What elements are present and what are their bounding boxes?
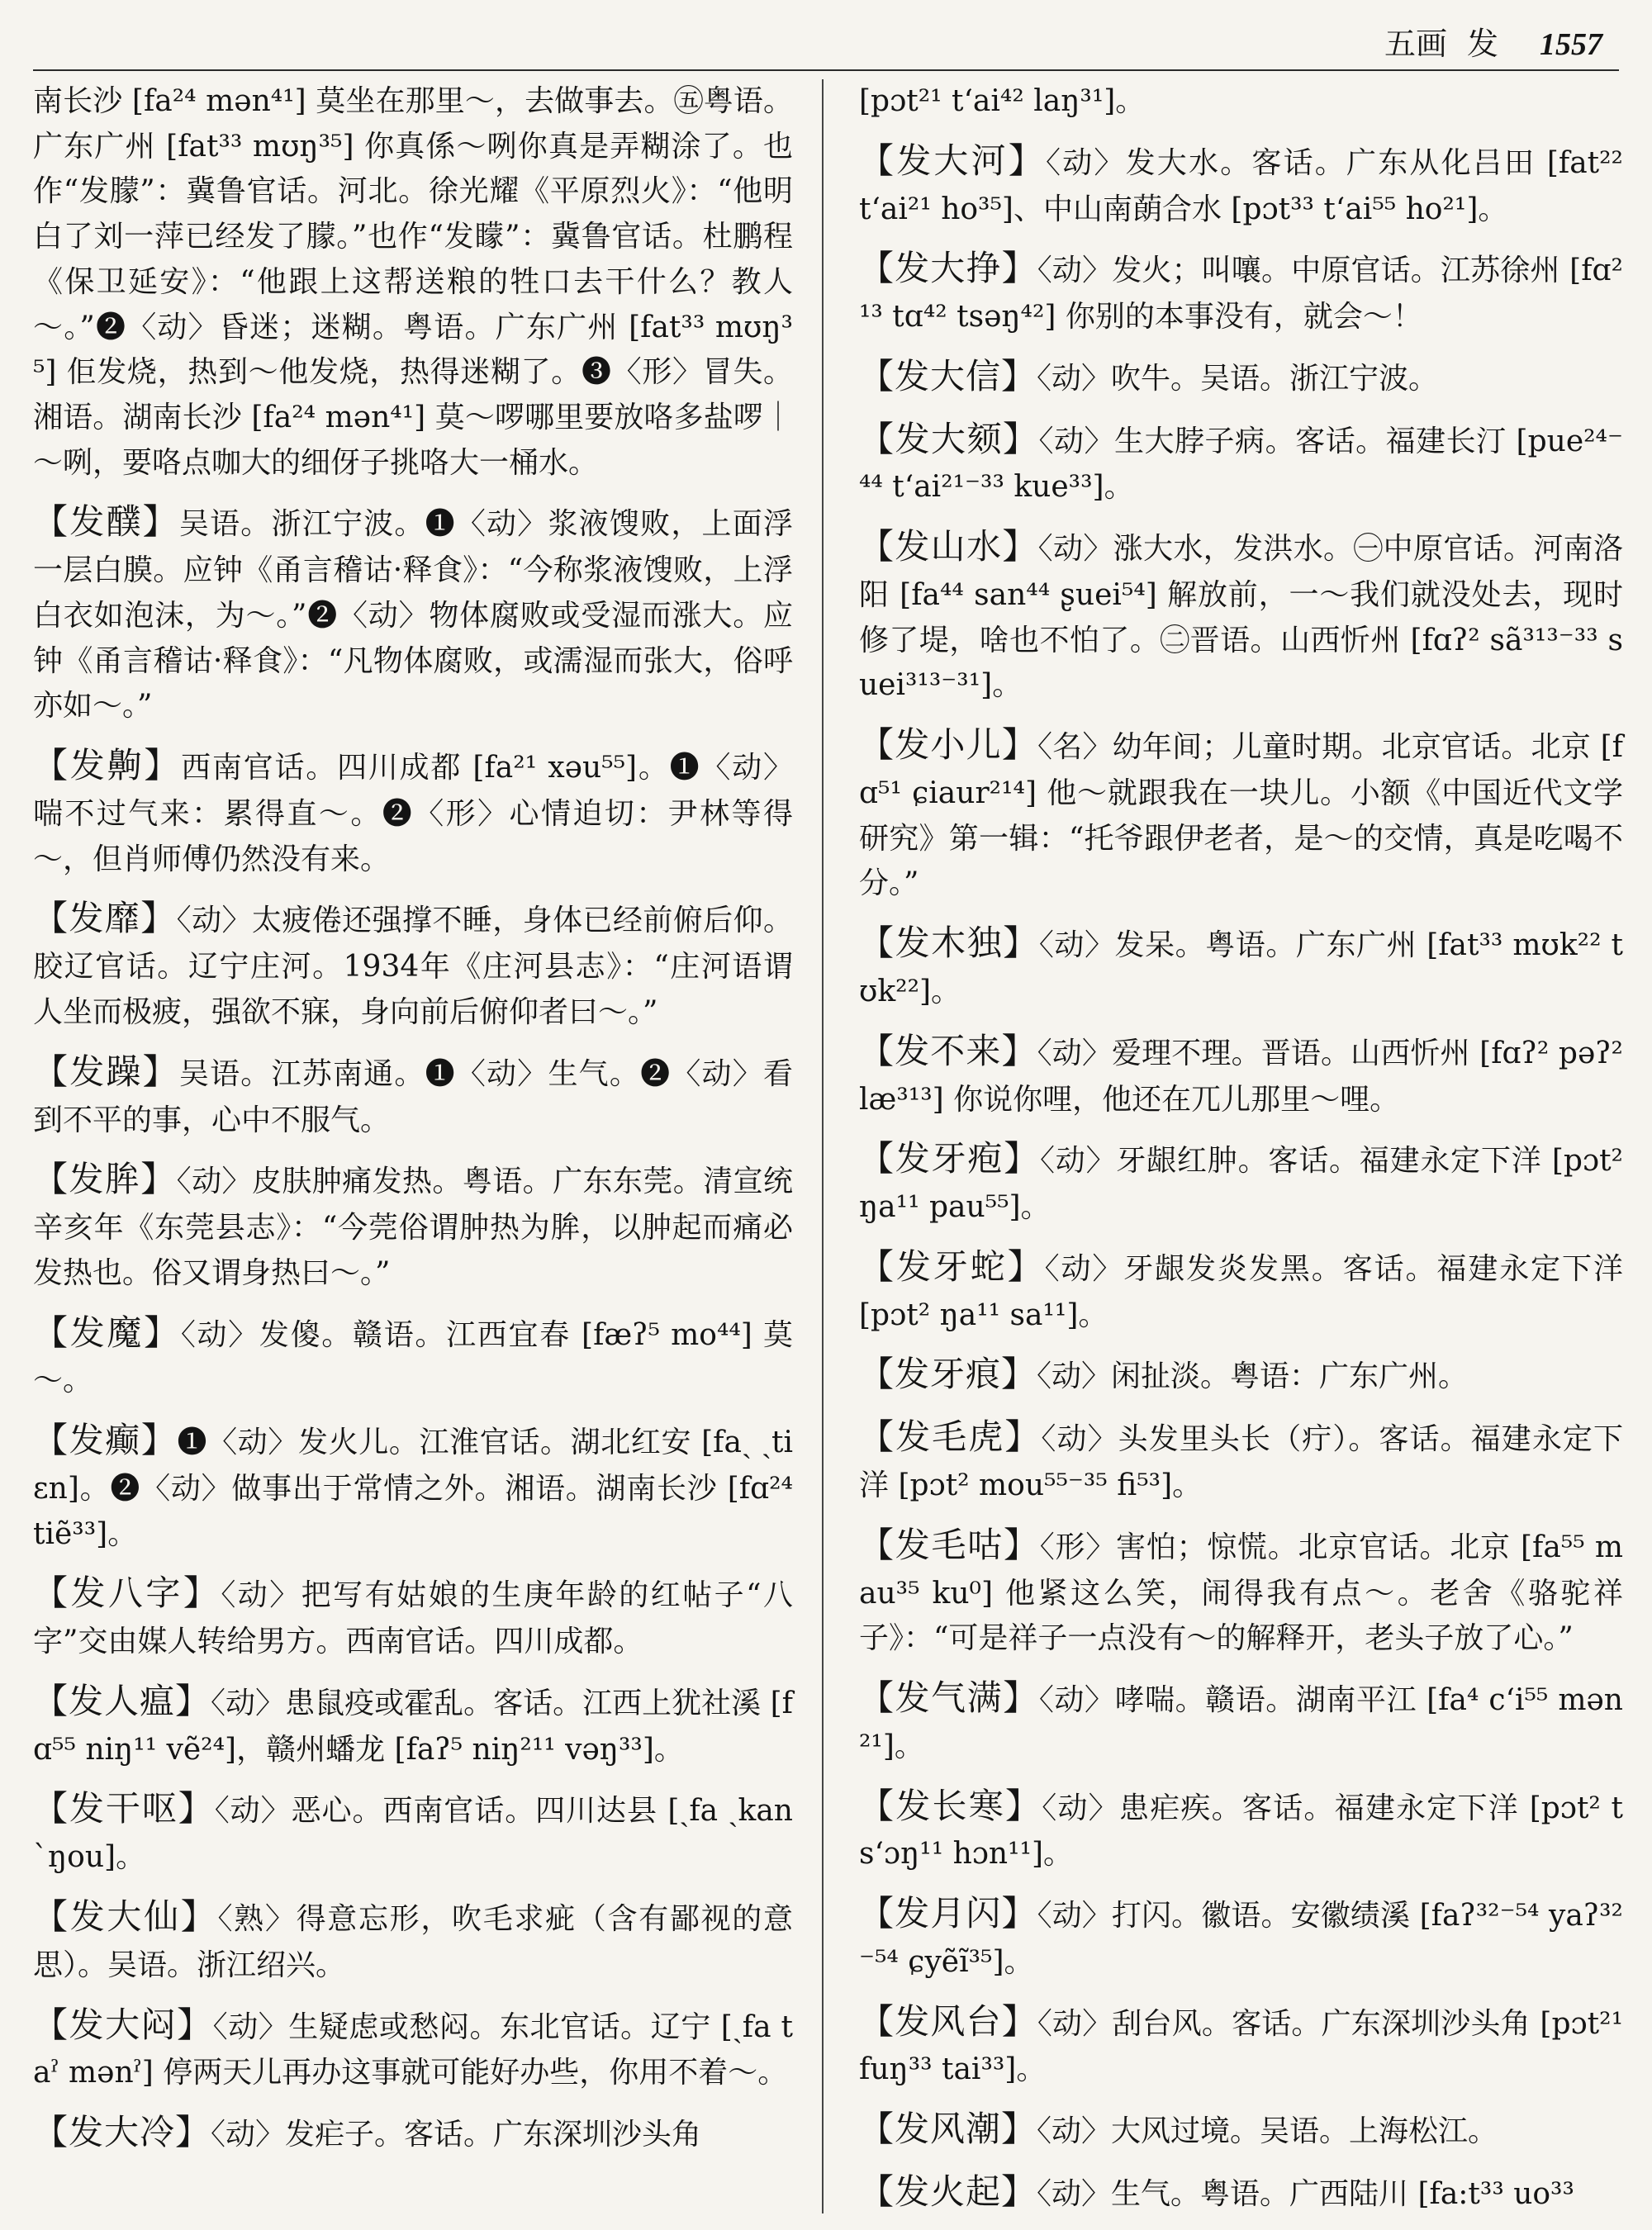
header-rule — [33, 69, 1619, 71]
entry-headword: 【发牙痕】 — [859, 1354, 1037, 1395]
dictionary-entry: 【发山水】〈动〉涨大水，发洪水。㊀中原官话。河南洛阳 [fa⁴⁴ san⁴⁴ ʂuei⁵⁴] 解放前，一～我们就没处去，现时修了堤，啥也不怕了。㊁晋语。山西忻州 [fɑʔ² sã³¹³⁻³³ suei³¹³⁻³¹]。 — [859, 526, 1623, 703]
dictionary-entry: 【发大仙】〈熟〉得意忘形，吹毛求疵（含有鄙视的意思）。吴语。浙江绍兴。 — [33, 1896, 793, 1982]
dictionary-entry: 【发大冷】〈动〉发疟子。客话。广东深圳沙头角 — [33, 2112, 702, 2153]
entry-headword: 【发八字】 — [33, 1573, 221, 1614]
dictionary-entry: 【发毛虎】〈动〉头发里头长（疔）。客话。福建永定下洋 [pɔt² mou⁵⁵⁻³⁵ fi⁵³]。 — [859, 1416, 1623, 1502]
dictionary-entry: 【发风潮】〈动〉大风过境。吴语。上海松江。 — [859, 2109, 1498, 2150]
entry-headword: 【发癫】 — [33, 1420, 178, 1461]
dictionary-entry: 【发八字】〈动〉把写有姑娘的生庚年龄的红帖子“八字”交由媒人转给男方。西南官话。四川成都。 — [33, 1573, 793, 1659]
dictionary-entry: 南长沙 [fa²⁴ mən⁴¹] 莫坐在那里～，去做事去。㊄粤语。广东广州 [fat³³ mʊŋ³⁵] 你真係～咧你真是弄糊涂了。也作“发朦”：冀鲁官话。河北。徐光耀《平原烈火》：“他明白了刘一萍已经发了朦。”也作“发矇”：冀鲁官话。杜鹏程《保卫延安》：“他跟上这帮送粮的牲口去干什么？教人～。”❷〈动〉昏迷；迷糊。粤语。广东广州 [fat³³ mʊŋ³⁵] 佢发烧，热到～他发烧，热得迷糊了。❸〈形〉冒失。湘语。湖南长沙 [fa²⁴ mən⁴¹] 莫～啰哪里要放咯多盐啰｜～咧，要咯点咖大的细伢子挑咯大一桶水。 — [33, 84, 793, 480]
dictionary-entry: 【发齁】西南官话。四川成都 [fa²¹ xəu⁵⁵]。❶〈动〉喘不过气来：累得直～。❷〈形〉心情迫切：尹林等得～，但肖师傅仍然没有来。 — [33, 745, 793, 876]
page-header — [1384, 18, 1602, 64]
entry-headword: 【发大信】 — [859, 355, 1037, 396]
dictionary-entry: 【发醭】吴语。浙江宁波。❶〈动〉浆液馊败，上面浮一层白膜。应钟《甬言稽诂·释食》：“今称浆液馊败，上浮白衣如泡沫，为～。”❷〈动〉物体腐败或受湿而涨大。应钟《甬言稽诂·释食》：“凡物体腐败，或濡湿而张大，俗呼亦如～。” — [33, 501, 793, 724]
dictionary-entry: 【发魔】〈动〉发傻。赣语。江西宜春 [fæʔ⁵ mo⁴⁴] 莫～。 — [33, 1312, 793, 1398]
dictionary-entry: 【发癫】❶〈动〉发火儿。江淮官话。湖北红安 [faˎ ˏtiɛn]。❷〈动〉做事出于常情之外。湘语。湖南长沙 [fɑ²⁴ tiẽ³³]。 — [33, 1420, 793, 1551]
entry-headword: 【发月闪】 — [859, 1893, 1037, 1934]
dictionary-entry: 【发风台】〈动〉刮台风。客话。广东深圳沙头角 [pɔt²¹ fuŋ³³ tai³³]。 — [859, 2000, 1623, 2087]
entry-headword: 【发大颏】 — [859, 418, 1039, 459]
entry-headword: 【发䏬】 — [33, 1159, 177, 1200]
dictionary-entry: 【发月闪】〈动〉打闪。徽语。安徽绩溪 [faʔ³²⁻⁵⁴ yaʔ³²⁻⁵⁴ ɕyẽĩ³⁵]。 — [859, 1893, 1623, 1979]
dictionary-entry: 【发䏬】〈动〉皮肤肿痛发热。粤语。广东东莞。清宣统辛亥年《东莞县志》：“今莞俗谓肿热为䏬，以肿起而痛必发热也。俗又谓身热曰～。” — [33, 1159, 793, 1290]
right-column — [859, 79, 1623, 2222]
entry-headword: 【发长寒】 — [859, 1785, 1042, 1826]
left-column — [33, 79, 793, 2222]
entry-headword: 【发靡】 — [33, 898, 177, 939]
dictionary-entry: 【发气满】〈动〉哮喘。赣语。湖南平江 [fa⁴ c‘i⁵⁵ mən²¹]。 — [859, 1677, 1623, 1763]
entry-headword: 【发毛虎】 — [859, 1416, 1042, 1458]
dictionary-entry: 【发靡】〈动〉太疲倦还强撑不睡，身体已经前俯后仰。胶辽官话。辽宁庄河。1934年《庄河县志》：“庄河语谓人坐而极疲，强欲不寐，身向前后俯仰者曰～。” — [33, 898, 793, 1029]
entry-headword: 【发不来】 — [859, 1030, 1037, 1071]
entry-headword: 【发人瘟】 — [33, 1680, 211, 1721]
dictionary-entry: 【发木独】〈动〉发呆。粤语。广东广州 [fat³³ mʊk²² tʊk²²]。 — [859, 923, 1623, 1008]
header-strokes: 五画 — [1384, 26, 1447, 62]
dictionary-entry: 【发毛咕】〈形〉害怕；惊慌。北京官话。北京 [fa⁵⁵ mau³⁵ ku⁰] 他紧这么笑，闹得我有点～。老舍《骆驼祥子》：“可是祥子一点没有～的解释开，老头子放了心。” — [859, 1524, 1623, 1656]
entry-headword: 【发风台】 — [859, 2000, 1037, 2042]
dictionary-entry: 【发躁】吴语。江苏南通。❶〈动〉生气。❷〈动〉看到不平的事，心中不服气。 — [33, 1051, 793, 1137]
entry-headword: 【发牙蛇】 — [859, 1245, 1045, 1287]
entry-headword: 【发魔】 — [33, 1312, 181, 1353]
entry-headword: 【发牙疱】 — [859, 1138, 1040, 1179]
entry-headword: 【发大冷】 — [33, 2112, 211, 2153]
dictionary-entry: 【发不来】〈动〉爱理不理。晋语。山西忻州 [fɑʔ² pəʔ² læ³¹³] 你说你哩，他还在兀儿那里～哩。 — [859, 1030, 1623, 1117]
dictionary-entry: 【发大颏】〈动〉生大脖子病。客话。福建长汀 [pue²⁴⁻⁴⁴ t‘ai²¹⁻³³ kue³³]。 — [859, 418, 1623, 505]
entry-headword: 【发毛咕】 — [859, 1524, 1040, 1565]
dictionary-entry: 【发大河】〈动〉发大水。客话。广东从化吕田 [fat²² t‘ai²¹ ho³⁵]、中山南蓢合水 [pɔt³³ t‘ai⁵⁵ ho²¹]。 — [859, 140, 1623, 226]
entry-headword: 【发躁】 — [33, 1051, 179, 1092]
header-char: 发 — [1466, 26, 1498, 62]
dictionary-entry: 【发大挣】〈动〉发火；叫嚷。中原官话。江苏徐州 [fɑ²¹³ tɑ⁴² tsəŋ⁴²] 你别的本事没有，就会～！ — [859, 248, 1623, 334]
entry-headword: 【发气满】 — [859, 1677, 1039, 1718]
entry-headword: 【发大挣】 — [859, 248, 1037, 289]
entry-headword: 【发小儿】 — [859, 724, 1038, 766]
dictionary-entry: 【发火起】〈动〉生气。粤语。广西陆川 [fa:t³³ uo³³ — [859, 2171, 1574, 2212]
dictionary-entry: 【发牙疱】〈动〉牙龈红肿。客话。福建永定下洋 [pɔt² ŋa¹¹ pau⁵⁵]。 — [859, 1138, 1623, 1225]
entry-headword: 【发大河】 — [859, 140, 1046, 181]
dictionary-entry: 【发人瘟】〈动〉患鼠疫或霍乱。客话。江西上犹社溪 [fɑ⁵⁵ niŋ¹¹ vẽ²⁴]，赣州蟠龙 [faʔ⁵ niŋ²¹¹ vəŋ³³]。 — [33, 1680, 793, 1767]
entry-headword: 【发风潮】 — [859, 2109, 1037, 2150]
entry-headword: 【发醭】 — [33, 501, 179, 543]
dictionary-entry: 【发牙痕】〈动〉闲扯淡。粤语：广东广州。 — [859, 1354, 1469, 1395]
dictionary-entry: 【发大闷】〈动〉生疑虑或愁闷。东北官话。辽宁 [ˏfa taˀ mənˀ] 停两天儿再办这事就可能好办些，你用不着～。 — [33, 2004, 793, 2090]
dictionary-entry: 【发牙蛇】〈动〉牙龈发炎发黑。客话。福建永定下洋 [pɔt² ŋa¹¹ sa¹¹]。 — [859, 1245, 1623, 1332]
page-number: 1557 — [1540, 27, 1602, 62]
entry-headword: 【发木独】 — [859, 923, 1039, 964]
entry-headword: 【发山水】 — [859, 526, 1038, 567]
column-divider — [822, 79, 824, 2213]
entry-headword: 【发火起】 — [859, 2171, 1037, 2212]
entry-headword: 【发大闷】 — [33, 2004, 213, 2045]
dictionary-entry: 【发小儿】〈名〉幼年间；儿童时期。北京官话。北京 [fɑ⁵¹ ɕiaur²¹⁴] 他～就跟我在一块儿。小额《中国近代文学研究》第一辑：“托爷跟伊老者，是～的交情，真是吃喝不分。” — [859, 724, 1623, 901]
dictionary-entry: 【发长寒】〈动〉患疟疾。客话。福建永定下洋 [pɔt² ts‘ɔŋ¹¹ hɔn¹¹]。 — [859, 1785, 1623, 1872]
entry-headword: 【发大仙】 — [33, 1896, 218, 1937]
dictionary-entry: [pɔt²¹ t‘ai⁴² laŋ³¹]。 — [859, 84, 1146, 118]
entry-headword: 【发齁】 — [33, 745, 182, 786]
dictionary-entry: 【发大信】〈动〉吹牛。吴语。浙江宁波。 — [859, 355, 1439, 396]
entry-headword: 【发干呕】 — [33, 1788, 215, 1829]
dictionary-entry: 【发干呕】〈动〉恶心。西南官话。四川达县 [ˏfa ˏkan ˋŋou]。 — [33, 1788, 793, 1875]
